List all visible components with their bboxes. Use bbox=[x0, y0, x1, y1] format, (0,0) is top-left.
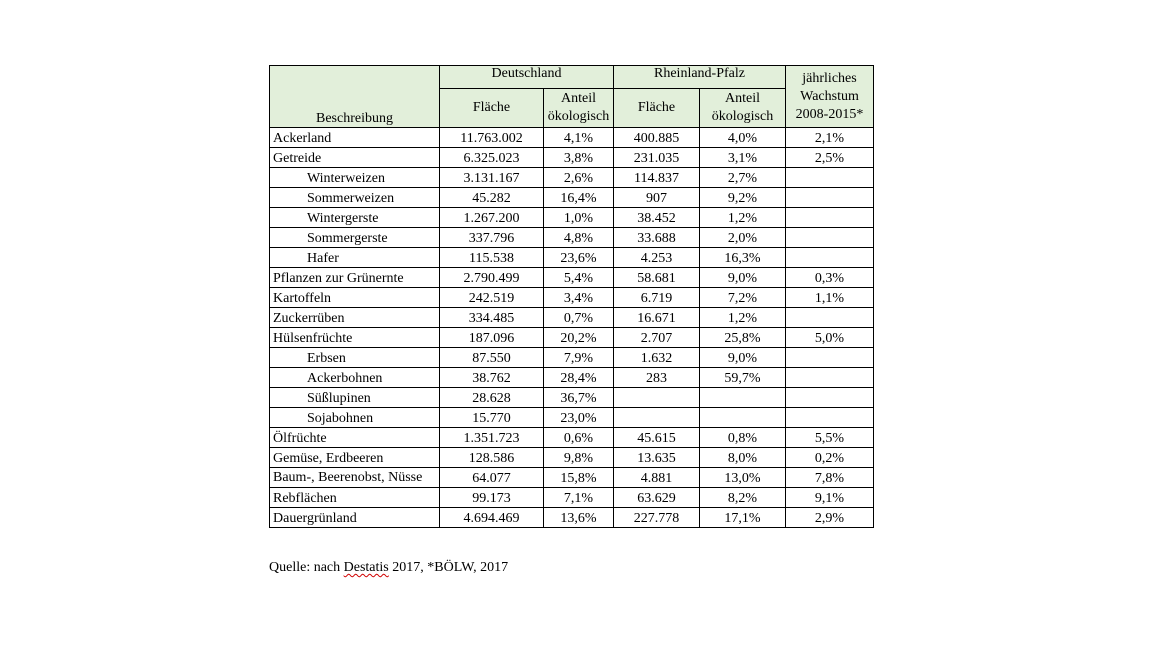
cell-de-flaeche: 2.790.499 bbox=[440, 268, 544, 288]
cell-growth bbox=[786, 208, 874, 228]
cell-rp-flaeche: 4.881 bbox=[614, 468, 700, 488]
cell-de-flaeche: 87.550 bbox=[440, 348, 544, 368]
source-destatis: Destatis bbox=[343, 560, 389, 575]
cell-rp-flaeche: 1.632 bbox=[614, 348, 700, 368]
cell-de-flaeche: 45.282 bbox=[440, 188, 544, 208]
cell-growth: 2,5% bbox=[786, 148, 874, 168]
table-row bbox=[270, 288, 874, 308]
header-de-anteil: Anteil ökologisch bbox=[544, 89, 614, 128]
cell-de-flaeche: 64.077 bbox=[440, 468, 544, 488]
cell-rp-anteil: 2,0% bbox=[700, 228, 786, 248]
cell-growth: 5,0% bbox=[786, 328, 874, 348]
cell-growth bbox=[786, 408, 874, 428]
table-row bbox=[270, 508, 874, 528]
cell-de-anteil: 5,4% bbox=[544, 268, 614, 288]
cell-rp-anteil: 0,8% bbox=[700, 428, 786, 448]
row-label: Wintergerste bbox=[270, 208, 440, 228]
cell-rp-flaeche: 2.707 bbox=[614, 328, 700, 348]
cell-growth: 9,1% bbox=[786, 488, 874, 508]
row-label: Sojabohnen bbox=[270, 408, 440, 428]
table-row bbox=[270, 448, 874, 468]
cell-rp-anteil: 8,2% bbox=[700, 488, 786, 508]
cell-rp-anteil: 17,1% bbox=[700, 508, 786, 528]
cell-de-anteil: 0,7% bbox=[544, 308, 614, 328]
table-row bbox=[270, 328, 874, 348]
cell-rp-anteil: 8,0% bbox=[700, 448, 786, 468]
header-rheinland-pfalz: Rheinland-Pfalz bbox=[614, 66, 786, 89]
header-row-top bbox=[270, 66, 874, 89]
table-row bbox=[270, 228, 874, 248]
cell-de-flaeche: 187.096 bbox=[440, 328, 544, 348]
cell-de-flaeche: 6.325.023 bbox=[440, 148, 544, 168]
cell-rp-anteil bbox=[700, 388, 786, 408]
cell-de-anteil: 4,8% bbox=[544, 228, 614, 248]
cell-growth bbox=[786, 388, 874, 408]
cell-rp-anteil: 9,0% bbox=[700, 268, 786, 288]
cell-growth: 1,1% bbox=[786, 288, 874, 308]
header-growth: jährliches Wachstum 2008-2015* bbox=[786, 66, 874, 128]
table-row bbox=[270, 248, 874, 268]
cell-de-flaeche: 38.762 bbox=[440, 368, 544, 388]
row-label: Sommerweizen bbox=[270, 188, 440, 208]
cell-rp-flaeche: 58.681 bbox=[614, 268, 700, 288]
cell-rp-anteil: 3,1% bbox=[700, 148, 786, 168]
table-row bbox=[270, 168, 874, 188]
cell-rp-anteil bbox=[700, 408, 786, 428]
row-label: Baum-, Beerenobst, Nüsse bbox=[270, 468, 440, 488]
cell-de-anteil: 28,4% bbox=[544, 368, 614, 388]
header-deutschland: Deutschland bbox=[440, 66, 614, 89]
cell-de-anteil: 3,4% bbox=[544, 288, 614, 308]
table-row bbox=[270, 308, 874, 328]
cell-rp-flaeche: 45.615 bbox=[614, 428, 700, 448]
cell-rp-anteil: 1,2% bbox=[700, 208, 786, 228]
table-row bbox=[270, 148, 874, 168]
row-label: Ackerbohnen bbox=[270, 368, 440, 388]
cell-rp-flaeche: 63.629 bbox=[614, 488, 700, 508]
cell-rp-flaeche: 231.035 bbox=[614, 148, 700, 168]
cell-de-anteil: 13,6% bbox=[544, 508, 614, 528]
row-label: Rebflächen bbox=[270, 488, 440, 508]
cell-rp-flaeche: 907 bbox=[614, 188, 700, 208]
cell-de-flaeche: 337.796 bbox=[440, 228, 544, 248]
cell-de-anteil: 7,9% bbox=[544, 348, 614, 368]
cell-de-anteil: 36,7% bbox=[544, 388, 614, 408]
data-table bbox=[269, 65, 874, 528]
cell-de-anteil: 20,2% bbox=[544, 328, 614, 348]
cell-de-flaeche: 15.770 bbox=[440, 408, 544, 428]
cell-rp-flaeche bbox=[614, 388, 700, 408]
cell-rp-anteil: 9,0% bbox=[700, 348, 786, 368]
cell-rp-flaeche: 6.719 bbox=[614, 288, 700, 308]
cell-rp-flaeche bbox=[614, 408, 700, 428]
header-rp-flaeche: Fläche bbox=[614, 89, 700, 128]
cell-de-anteil: 1,0% bbox=[544, 208, 614, 228]
cell-de-flaeche: 1.351.723 bbox=[440, 428, 544, 448]
cell-growth: 2,9% bbox=[786, 508, 874, 528]
cell-de-anteil: 4,1% bbox=[544, 128, 614, 148]
table-row bbox=[270, 408, 874, 428]
cell-de-flaeche: 28.628 bbox=[440, 388, 544, 408]
row-label: Sommergerste bbox=[270, 228, 440, 248]
header-rp-anteil: Anteil ökologisch bbox=[700, 89, 786, 128]
cell-rp-flaeche: 400.885 bbox=[614, 128, 700, 148]
cell-de-flaeche: 3.131.167 bbox=[440, 168, 544, 188]
cell-rp-anteil: 25,8% bbox=[700, 328, 786, 348]
cell-de-flaeche: 334.485 bbox=[440, 308, 544, 328]
cell-growth: 0,2% bbox=[786, 448, 874, 468]
cell-growth bbox=[786, 248, 874, 268]
row-label: Ölfrüchte bbox=[270, 428, 440, 448]
cell-growth bbox=[786, 188, 874, 208]
row-label: Hülsenfrüchte bbox=[270, 328, 440, 348]
cell-rp-anteil: 1,2% bbox=[700, 308, 786, 328]
cell-de-flaeche: 128.586 bbox=[440, 448, 544, 468]
source-prefix: Quelle: nach bbox=[269, 560, 344, 575]
cell-de-anteil: 15,8% bbox=[544, 468, 614, 488]
table-row bbox=[270, 208, 874, 228]
cell-growth bbox=[786, 348, 874, 368]
row-label: Zuckerrüben bbox=[270, 308, 440, 328]
cell-rp-anteil: 7,2% bbox=[700, 288, 786, 308]
cell-rp-anteil: 13,0% bbox=[700, 468, 786, 488]
header-beschreibung: Beschreibung bbox=[270, 66, 440, 128]
cell-rp-flaeche: 13.635 bbox=[614, 448, 700, 468]
cell-growth bbox=[786, 168, 874, 188]
cell-rp-anteil: 4,0% bbox=[700, 128, 786, 148]
row-label: Gemüse, Erdbeeren bbox=[270, 448, 440, 468]
row-label: Ackerland bbox=[270, 128, 440, 148]
cell-rp-flaeche: 33.688 bbox=[614, 228, 700, 248]
cell-growth bbox=[786, 228, 874, 248]
cell-rp-flaeche: 38.452 bbox=[614, 208, 700, 228]
cell-growth: 5,5% bbox=[786, 428, 874, 448]
row-label: Süßlupinen bbox=[270, 388, 440, 408]
row-label: Hafer bbox=[270, 248, 440, 268]
row-label: Dauergrünland bbox=[270, 508, 440, 528]
cell-de-anteil: 7,1% bbox=[544, 488, 614, 508]
row-label: Kartoffeln bbox=[270, 288, 440, 308]
cell-growth bbox=[786, 368, 874, 388]
source-suffix: 2017, *BÖLW, 2017 bbox=[388, 560, 509, 575]
table-row bbox=[270, 188, 874, 208]
cell-de-anteil: 2,6% bbox=[544, 168, 614, 188]
table-row bbox=[270, 388, 874, 408]
table-row bbox=[270, 368, 874, 388]
cell-de-flaeche: 242.519 bbox=[440, 288, 544, 308]
cell-rp-anteil: 2,7% bbox=[700, 168, 786, 188]
cell-de-flaeche: 1.267.200 bbox=[440, 208, 544, 228]
header-de-flaeche: Fläche bbox=[440, 89, 544, 128]
cell-de-flaeche: 115.538 bbox=[440, 248, 544, 268]
cell-de-anteil: 23,0% bbox=[544, 408, 614, 428]
cell-de-anteil: 0,6% bbox=[544, 428, 614, 448]
cell-rp-flaeche: 283 bbox=[614, 368, 700, 388]
row-label: Getreide bbox=[270, 148, 440, 168]
cell-rp-flaeche: 16.671 bbox=[614, 308, 700, 328]
source-note bbox=[269, 560, 508, 576]
row-label: Pflanzen zur Grünernte bbox=[270, 268, 440, 288]
table-row bbox=[270, 488, 874, 508]
table-row bbox=[270, 468, 874, 488]
cell-rp-flaeche: 227.778 bbox=[614, 508, 700, 528]
table-row bbox=[270, 428, 874, 448]
cell-de-anteil: 16,4% bbox=[544, 188, 614, 208]
cell-de-flaeche: 11.763.002 bbox=[440, 128, 544, 148]
cell-de-anteil: 3,8% bbox=[544, 148, 614, 168]
cell-de-anteil: 9,8% bbox=[544, 448, 614, 468]
cell-rp-anteil: 59,7% bbox=[700, 368, 786, 388]
cell-rp-flaeche: 114.837 bbox=[614, 168, 700, 188]
cell-de-flaeche: 4.694.469 bbox=[440, 508, 544, 528]
cell-growth: 7,8% bbox=[786, 468, 874, 488]
cell-growth: 0,3% bbox=[786, 268, 874, 288]
row-label: Winterweizen bbox=[270, 168, 440, 188]
cell-de-flaeche: 99.173 bbox=[440, 488, 544, 508]
table-row bbox=[270, 128, 874, 148]
cell-rp-anteil: 9,2% bbox=[700, 188, 786, 208]
table-row bbox=[270, 348, 874, 368]
cell-growth: 2,1% bbox=[786, 128, 874, 148]
cell-rp-anteil: 16,3% bbox=[700, 248, 786, 268]
cell-de-anteil: 23,6% bbox=[544, 248, 614, 268]
cell-growth bbox=[786, 308, 874, 328]
cell-rp-flaeche: 4.253 bbox=[614, 248, 700, 268]
row-label: Erbsen bbox=[270, 348, 440, 368]
table-row bbox=[270, 268, 874, 288]
